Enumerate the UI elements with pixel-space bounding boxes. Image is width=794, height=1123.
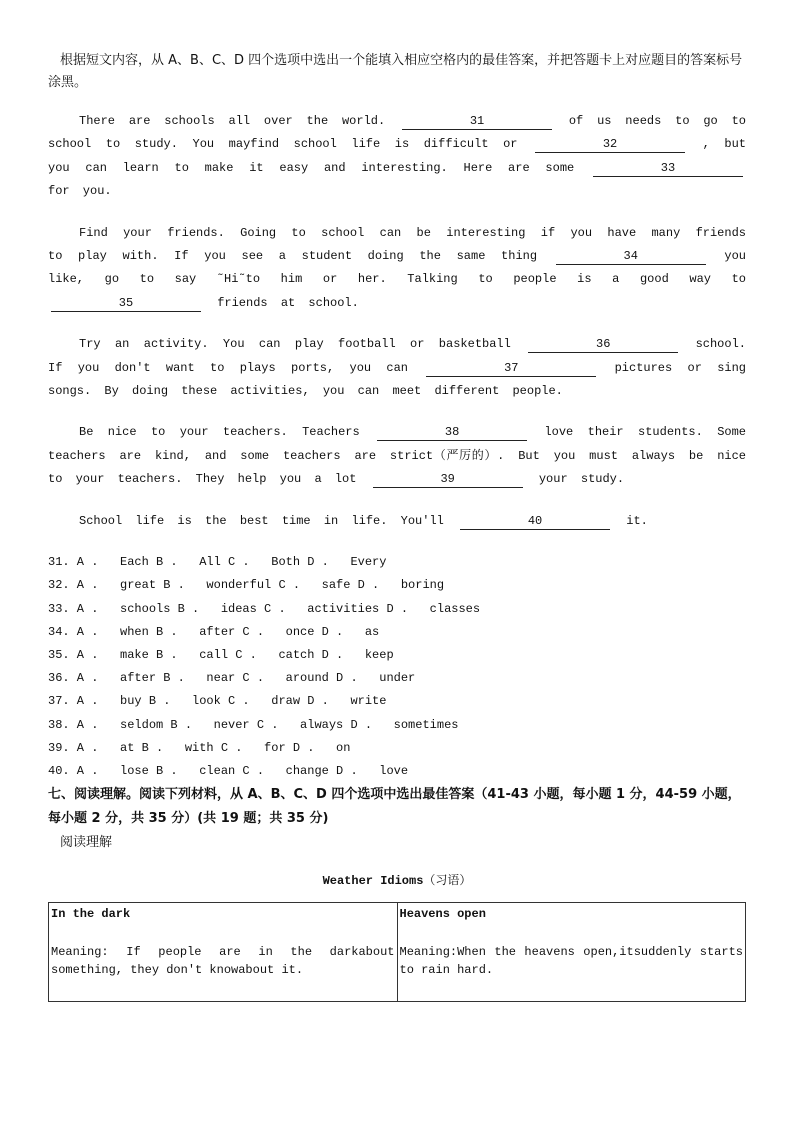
option-row-40: 40. A . lose B . clean C . change D . love [48,763,409,778]
text: friends at school. [217,295,359,310]
blank-39: 39 [373,471,523,488]
blank-34: 34 [556,248,706,265]
idiom-meaning: Meaning: If people are in the darkabout something, they don't knowabout it. [51,945,395,978]
option-row-34: 34. A . when B . after C . once D . as [48,624,380,639]
table-row [49,903,746,1002]
text: it. [626,513,648,528]
blank-32: 32 [535,136,685,153]
text: Find your friends. Going to school can be interesting if you have many friends to play with. If you see a student doing the same thing [48,225,746,264]
blank-37: 37 [426,360,596,377]
text: school. If you don't want to plays ports, you can [48,337,746,375]
blank-40: 40 [460,513,610,530]
text: There are schools all over the world. [79,114,386,128]
text: love their students. Some teachers are kind, and some teachers are strict（严厉的）. But you must always be nice to your teachers. They help you a lot [48,425,746,487]
blank-35: 35 [51,295,201,312]
idiom-cell-2 [397,903,746,1002]
blank-33: 33 [593,160,743,177]
option-row-35: 35. A . make B . call C . catch D . keep [48,647,394,662]
passage-title [48,871,746,888]
text: Try an activity. You can play football or basketball [79,337,511,352]
option-row-36: 36. A . after B . near C . around D . under [48,671,416,686]
answer-options-list [48,551,746,783]
idiom-name: In the dark [51,907,131,922]
reading-subheading: 阅读理解 [60,835,113,851]
cloze-paragraph-2 [48,222,746,316]
text: , but you can learn to make it easy and interesting. Here are some [48,137,746,175]
option-row-31: 31. A . Each B . All C . Both D . Every [48,555,387,570]
cloze-paragraph-1 [48,110,746,204]
cloze-paragraph-3 [48,333,746,403]
option-row-32: 32. A . great B . wonderful C . safe D . boring [48,578,445,593]
section-7-heading: 七、阅读理解。阅读下列材料，从 A、B、C、D 四个选项中选出最佳答案（41-43 小题，每小题 1 分，44-59 小题，每小题 2 分，共 35 分）(共 19 题；共 35 分) [48,787,741,827]
option-row-39: 39. A . at B . with C . for D . on [48,740,351,755]
text: pictures or sing songs. By doing these activities, you can meet different people. [48,360,746,399]
cloze-instructions: 根据短文内容，从 A、B、C、D 四个选项中选出一个能填入相应空格内的最佳答案，并把答题卡上对应题目的答案标号涂黑。 [48,53,743,90]
cloze-paragraph-5 [48,510,746,533]
blank-38: 38 [377,424,527,441]
passage-title-zh: （习语） [423,873,472,888]
idioms-table [48,902,746,1002]
blank-31: 31 [402,113,552,130]
idiom-cell-1 [49,903,398,1002]
cloze-paragraph-4 [48,421,746,491]
blank-36: 36 [528,336,678,353]
text: of us needs to go to school to study. You mayfind school life is difficult or [48,114,746,152]
text: School life is the best time in life. You'll [79,513,444,528]
idiom-name: Heavens open [399,907,486,922]
option-row-37: 37. A . buy B . look C . draw D . write [48,694,387,709]
text: for you. [48,184,112,199]
text: your study. [538,472,625,487]
passage-title-text: Weather Idioms [322,874,424,889]
exam-page [48,50,746,1002]
text: you like, go to say ˜Hi˜to him or her. Talking to people is a good way to [48,249,746,287]
option-row-33: 33. A . schools B . ideas C . activities D . classes [48,601,481,616]
idiom-meaning: Meaning:When the heavens open,itsuddenly starts to rain hard. [399,945,743,978]
option-row-38: 38. A . seldom B . never C . always D . sometimes [48,717,459,732]
text: Be nice to your teachers. Teachers [79,425,360,440]
